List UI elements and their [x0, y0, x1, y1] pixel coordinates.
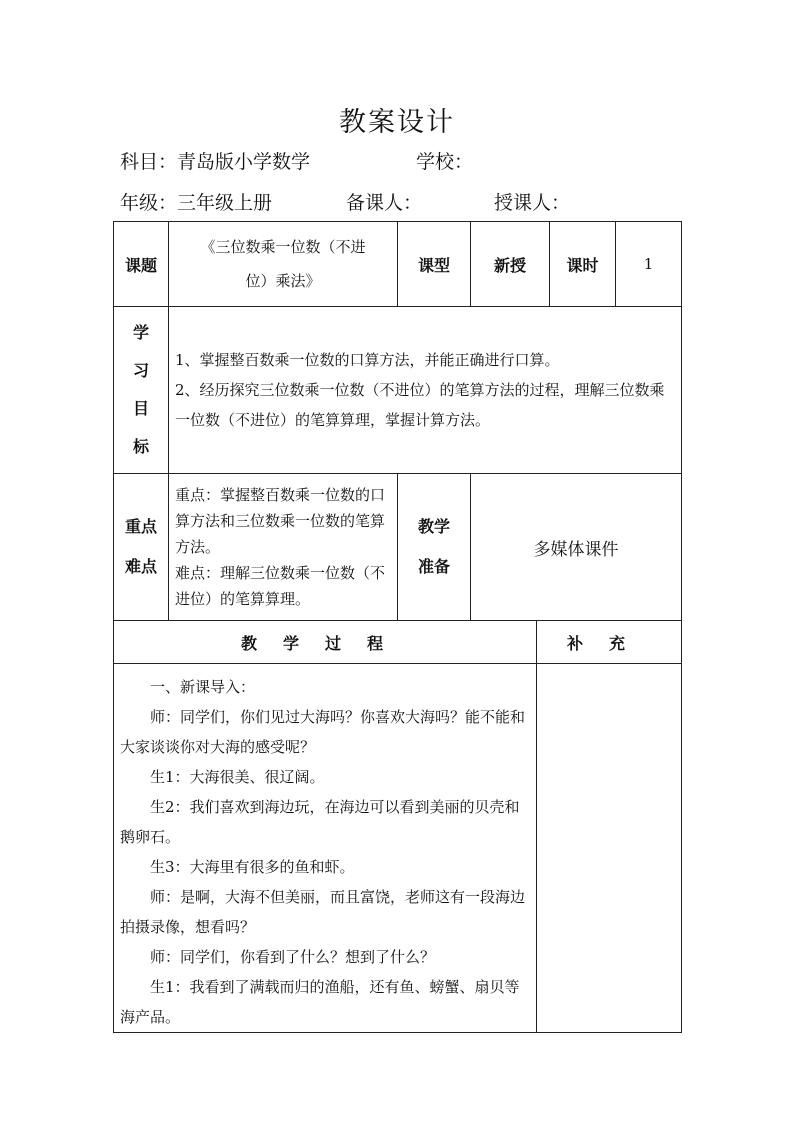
supplement-content	[537, 664, 682, 1033]
hours-value: 1	[616, 222, 682, 307]
keypoints-label	[114, 474, 169, 621]
keypoint-important: 重点：掌握整百数乘一位数的口算方法和三位数乘一位数的笔算方法。	[175, 486, 386, 556]
prep-label-line2: 准备	[417, 557, 450, 576]
teacher-label: 授课人：	[494, 192, 571, 214]
keypoints-row	[114, 474, 682, 621]
keypoints-content	[169, 474, 398, 621]
prep-label-line1: 教学	[417, 517, 450, 536]
process-header	[114, 621, 537, 664]
process-content-row	[114, 664, 682, 1033]
subject-label: 科目：	[120, 151, 178, 173]
topic-label: 课题	[114, 222, 169, 307]
grade-label: 年级：	[120, 192, 178, 214]
process-line: 生1：大海很美、很辽阔。	[150, 768, 325, 786]
lesson-plan-table	[113, 221, 682, 1033]
goals-label	[114, 307, 169, 474]
supplement-header-text: 补充	[567, 633, 652, 653]
goal-item: 2、经历探究三位数乘一位数（不进位）的笔算方法的过程，理解三位数乘一位数（不进位）的笔算算理，掌握计算方法。	[175, 381, 665, 429]
topic-value-line1: 《三位数乘一位数（不进	[200, 238, 366, 256]
document-title: 教案设计	[339, 107, 455, 138]
goals-label-char: 习	[132, 361, 149, 380]
process-header-row	[114, 621, 682, 664]
process-header-text: 教学过程	[240, 633, 409, 653]
keypoint-difficult: 难点：理解三位数乘一位数（不进位）的笔算算理。	[175, 564, 386, 608]
preparer-label: 备课人：	[346, 192, 423, 214]
goals-label-char: 目	[132, 399, 149, 418]
process-line: 生3：大海里有很多的鱼和虾。	[150, 858, 355, 876]
topic-row	[114, 222, 682, 307]
process-line: 生1：我看到了满载而归的渔船，还有鱼、螃蟹、扇贝等海产品。	[120, 978, 520, 1026]
goals-content	[169, 307, 682, 474]
hours-label: 课时	[550, 222, 616, 307]
process-line: 师：同学们，你看到了什么？想到了什么？	[150, 948, 436, 966]
goal-item: 1、掌握整百数乘一位数的口算方法，并能正确进行口算。	[175, 351, 560, 369]
process-line: 师：是啊，大海不但美丽，而且富饶，老师这有一段海边拍摄录像，想看吗？	[120, 888, 526, 936]
process-line: 一、新课导入：	[150, 678, 256, 696]
subject-value: 青岛版小学数学	[177, 151, 311, 173]
keypoints-label-line1: 重点	[124, 517, 157, 536]
topic-value	[169, 222, 398, 307]
supplement-header	[537, 621, 682, 664]
grade-value: 三年级上册	[177, 192, 273, 214]
school-label: 学校：	[416, 151, 474, 173]
prep-label	[398, 474, 471, 621]
goals-label-char: 标	[132, 437, 149, 456]
process-line: 生2：我们喜欢到海边玩，在海边可以看到美丽的贝壳和鹅卵石。	[120, 798, 520, 846]
keypoints-label-line2: 难点	[124, 557, 157, 576]
type-label: 课型	[398, 222, 471, 307]
process-content	[114, 664, 537, 1033]
topic-value-line2: 位）乘法》	[245, 272, 321, 290]
prep-value: 多媒体课件	[471, 474, 682, 621]
process-line: 师：同学们，你们见过大海吗？你喜欢大海吗？能不能和大家谈谈你对大海的感受呢？	[120, 708, 526, 756]
goals-row	[114, 307, 682, 474]
type-value: 新授	[471, 222, 550, 307]
goals-label-char: 学	[132, 323, 149, 342]
